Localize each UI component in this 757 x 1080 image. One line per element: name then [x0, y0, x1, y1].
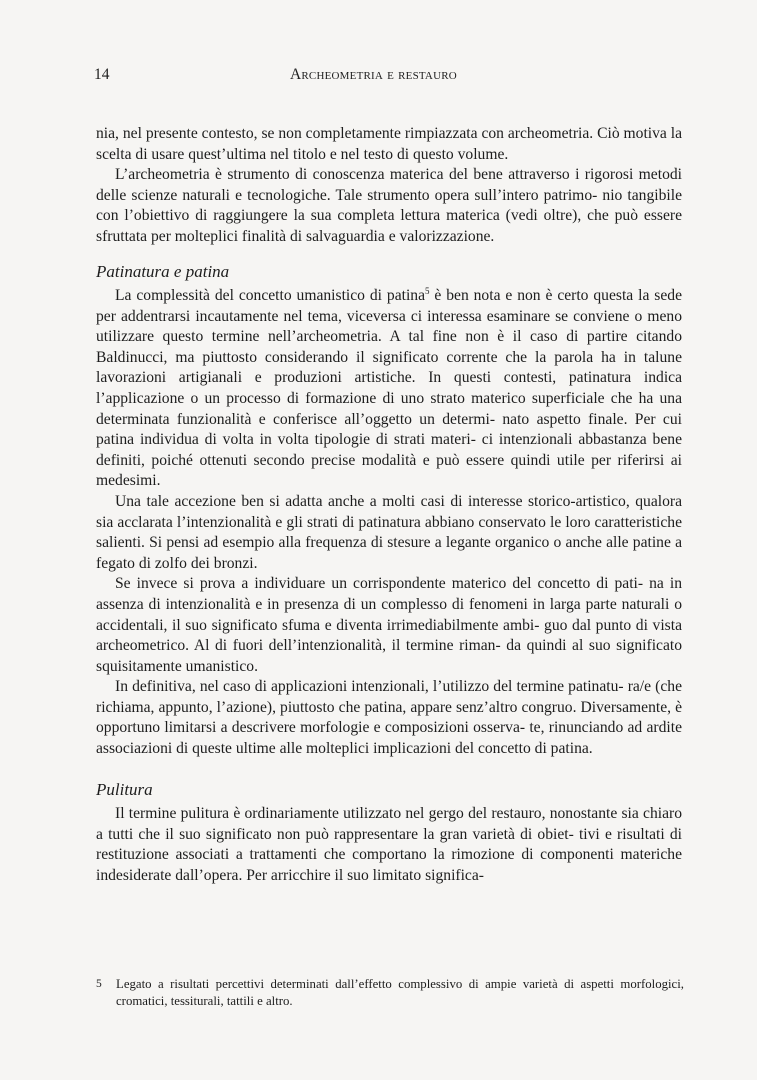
- paragraph: [96, 286, 682, 492]
- pulitura-text-block: [96, 804, 682, 886]
- paragraph: nia, nel presente contesto, se non completamente rimpiazzata con archeometria. Ciò motiva la scelta di usare quest’ultima nel titolo e nel testo di questo volume.: [96, 125, 682, 163]
- paragraph: Una tale accezione ben si adatta anche a molti casi di interesse storico-artistico, qualora sia acclarata l’intenzionalità e gli strati di patinatura abbiano conservato le loro caratteristiche salienti. Si pensi ad esempio alla frequenza di stesure a legante organico o anche alle patine a fegato di zolfo dei bronzi.: [96, 492, 682, 572]
- footnote-number: 5: [96, 978, 102, 990]
- intro-text-block: [96, 124, 682, 248]
- patinatura-text-block: [96, 286, 682, 760]
- footnote-text: Legato a risultati percettivi determinati dall’effetto complessivo di ampie varietà di aspetti morfologici, cromatici, tessiturali, tattili e altro.: [116, 977, 684, 1008]
- page-number: 14: [94, 66, 110, 83]
- paragraph: L’archeometria è strumento di conoscenza materica del bene attraverso i rigorosi metodi delle scienze naturali e tecnologiche. Tale strumento opera sull’intero patrimo- nio tangibile con l’obiettivo di raggiungere la sua completa lettura materica (vedi oltre), che può essere sfruttata per molteplici finalità di salvaguardia e valorizzazione.: [96, 166, 682, 245]
- footnote-reference[interactable]: 5: [425, 286, 430, 296]
- section-heading-patinatura: Patinatura e patina: [96, 262, 230, 281]
- paragraph: In definitiva, nel caso di applicazioni intenzionali, l’utilizzo del termine patinatu- ra/e (che richiama, appunto, l’azione), piuttosto che patina, appare senz’altro congruo. Diversamente, è opportuno limitarsi a descrivere morfologie e composizioni osserva- te, rinunciando ad ardite associazioni di queste ultime alle molteplici implicazioni del concetto di patina.: [96, 678, 682, 758]
- paragraph-text: La complessità del concetto umanistico di patina: [115, 287, 425, 304]
- section-heading-pulitura: Pulitura: [96, 780, 153, 799]
- paragraph: Se invece si prova a individuare un corrispondente materico del concetto di pati- na in assenza di intenzionalità e in presenza di un complesso di fenomeni in larga parte naturali o accidentali, il suo significato sfuma e diventa irrimediabilmente ambi- guo dal punto di vista archeometrico. Al di fuori dell’intenzionalità, il termine riman- da quindi al suo significato squisitamente umanistico.: [96, 575, 682, 675]
- running-title: Archeometria e restauro: [290, 66, 457, 83]
- paragraph-text: è ben nota e non è certo questa la sede per addentrarsi incautamente nel tema, viceversa ci interessa esaminare se conviene o meno utilizzare questo termine nell’archeometria. A tal fine non è il caso di partire citando Baldinucci, ma piuttosto considerando il significato corrente che la parola ha in talune lavorazioni artigianali e produzioni artistiche. In questi contesti, patinatura indica l’applicazione o un processo di formazione di uno strato materico superficiale che ha una determinata funzionalità e conferisce all’oggetto un determi- nato aspetto finale. Per cui patina individua di volta in volta tipologie di strati materi- ci intenzionali abbastanza bene definiti, poiché ottenuti secondo precise modalità e può essere quindi utile per riferirsi ai medesimi.: [96, 287, 682, 490]
- paragraph: Il termine pulitura è ordinariamente utilizzato nel gergo del restauro, nonostante sia chiaro a tutti che il suo significato non può rappresentare la gran varietà di obiet- tivi e risultati di restituzione associati a trattamenti che comportano la rimozione di componenti materiche indesiderate dall’opera. Per arricchire il suo limitato significa-: [96, 805, 682, 884]
